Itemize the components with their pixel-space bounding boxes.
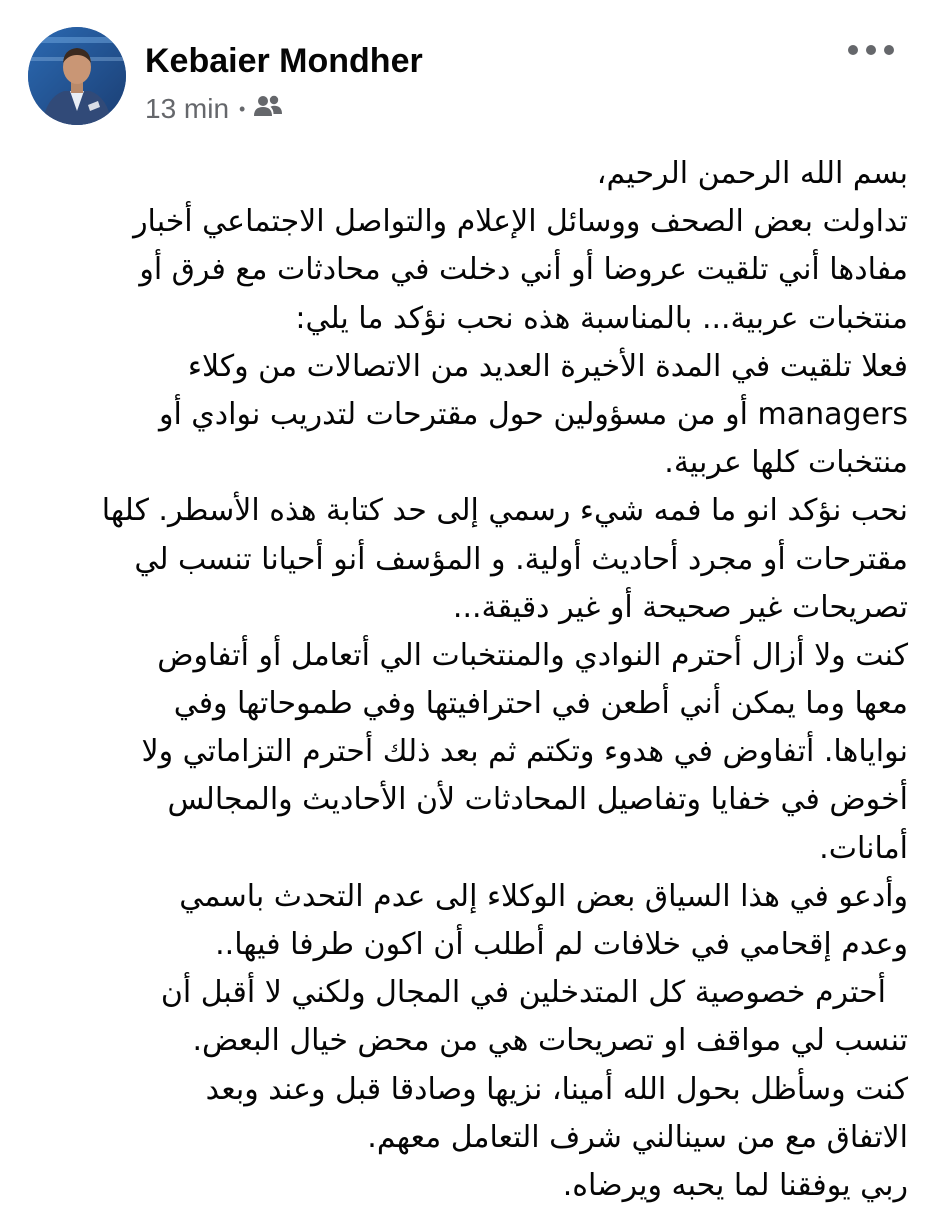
post-line: تنسب لي مواقف او تصريحات هي من محض خيال البعض. (192, 1023, 908, 1059)
post-line: managers أو من مسؤولين حول مقترحات لتدريب نوادي أو (158, 396, 908, 432)
post-line: نواياها. أتفاوض في هدوء وتكتم ثم بعد ذلك أحترم التزاماتي ولا (141, 734, 908, 770)
post-line: أخوض في خفايا وتفاصيل المحادثات لأن الأحاديث والمجالس (167, 782, 908, 818)
post-line: معها وما يمكن أني أطعن في احترافيتها وفي طموحاتها وفي (173, 686, 908, 722)
more-options-icon (847, 44, 895, 56)
post-line: كنت وسأظل بحول الله أمينا، نزيها وصادقا قبل وعند وبعد (205, 1071, 908, 1107)
post-line: مقترحات أو مجرد أحاديث أولية. و المؤسف أنو أحيانا تنسب لي (134, 541, 908, 577)
post-line: وأدعو في هذا السياق بعض الوكلاء إلى عدم التحدث باسمي (179, 878, 908, 914)
post-line: الاتفاق مع من سينالني شرف التعامل معهم. (367, 1119, 908, 1155)
post-header (0, 0, 929, 140)
post-line: تداولت بعض الصحف ووسائل الإعلام والتواصل الاجتماعي أخبار (133, 204, 908, 240)
post-line: منتخبات كلها عربية. (664, 445, 908, 481)
post-line: مفادها أني تلقيت عروضا أو أني دخلت في محادثات مع فرق أو (139, 252, 908, 288)
friends-icon[interactable] (253, 93, 283, 125)
post-line: أحترم خصوصية كل المتدخلين في المجال ولكني لا أقبل أن (160, 975, 886, 1011)
post-line: بسم الله الرحمن الرحيم، (596, 156, 908, 191)
post-line: تصريحات غير صحيحة أو غير دقيقة... (452, 589, 908, 625)
profile-photo (28, 27, 126, 125)
avatar[interactable] (28, 27, 126, 125)
author-name[interactable]: Kebaier Mondher (145, 42, 423, 80)
meta-separator: • (239, 98, 246, 119)
post-line: ربي يوفقنا لما يحبه ويرضاه. (562, 1167, 908, 1203)
post-line: منتخبات عربية... بالمناسبة هذه نحب نؤكد ما يلي: (295, 300, 908, 336)
post-text (50, 150, 908, 1210)
post-line: كنت ولا أزال أحترم النوادي والمنتخبات الي أتعامل أو أتفاوض (157, 637, 908, 673)
post-line: وعدم إقحامي في خلافات لم أطلب أن اكون طرفا فيها.. (215, 927, 908, 962)
post-time[interactable]: 13 min (145, 93, 230, 124)
more-options-button[interactable] (841, 30, 901, 70)
post-line: فعلا تلقيت في المدة الأخيرة العديد من الاتصالات من وكلاء (187, 348, 908, 384)
post-line: أمانات. (819, 830, 908, 866)
post-line: نحب نؤكد انو ما فمه شيء رسمي إلى حد كتابة هذه الأسطر. كلها (101, 493, 908, 529)
post-meta (145, 90, 283, 128)
